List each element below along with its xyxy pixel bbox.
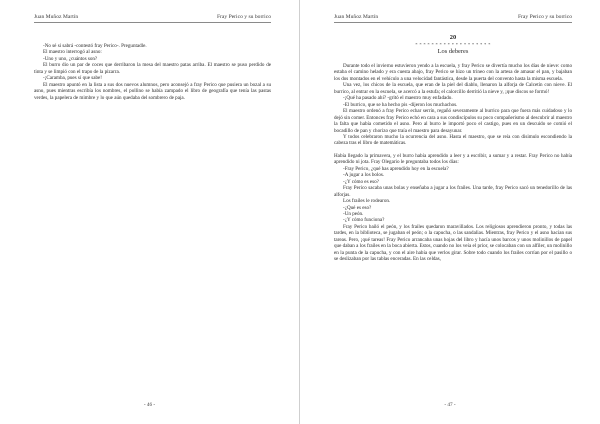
book-title: Fray Perico y su borrico	[216, 14, 271, 20]
paragraph: Fray Perico bailó el peón, y los frailes quedaron maravillados. Los religiosos aprendieron pronto, y todas las tardes, en la biblioteca, se jugaban el peón; o la capucha, o las sandalias. Mientras, fray Perico y el asno hacían sus tareas. Pero, ¡qué tareas! Fray Perico arrancaba unas hojas del libro y hacía unos barcos y unos molinillos de papel que daban a los frailes en la boca abierta. Estos, cuando no los veía el prior, se colocaban con un alfiler, un molinillo en la punta de la capucha, y con el aire había que verlos girar. Sobre todo cuando los frailes corrían por el pasillo o se deslizaban por las tablas enceradas. En las celdas,	[334, 223, 572, 263]
paragraph: Había llegado la primavera, y el burro había aprendido a leer y a escribir, a sumar y a restar. Fray Perico no había aprendido ni jota. Fray Olegario le preguntaba todos los días:	[334, 152, 572, 166]
author-name: Juan Muñoz Martín	[34, 14, 79, 20]
paragraph: El maestro interrogó al asno:	[43, 49, 102, 56]
paragraph: -¿Qué es eso?	[343, 204, 372, 211]
page-number: - 47 -	[444, 402, 456, 408]
paragraph: El burro dio un par de coces que derribaron la mesa del maestro patas arriba. El maestro se puso perdido de tinta y se limpió con el trapo de la pizarra.	[34, 62, 271, 75]
paragraph: Fray Perico sacaba unas bolas y enseñaba a jugar a los frailes. Una tarde, fray Perico sacó un tenedorillo de las alforjas.	[334, 185, 572, 198]
paragraph: -A jugar a los bolos.	[343, 172, 385, 179]
running-header	[34, 14, 271, 23]
chapter-number: 20	[449, 34, 457, 41]
paragraph: -¿Y cómo es eso?	[343, 178, 379, 185]
paragraph: Una vez, los chicos de la escuela, que eran de la piel del diablo, llenaron la alforja de Calcetín con nieve. El burrico, al entrar en la escuela, se acercó a la estufa; el calorcillo derritió la nieve y, ¡que discos se formó!	[334, 82, 572, 95]
paragraph: Los frailes le rodearon.	[343, 198, 391, 205]
book-title: Fray Perico y su borrico	[517, 14, 572, 20]
author-name: Juan Muñoz Martín	[334, 14, 379, 20]
page-body	[34, 43, 271, 101]
paragraph: Durante todo el invierno estuvieron yendo a la escuela, y fray Perico se divertía mucho los días de nieve: como estaba el camino helado y era cuesta abajo, fray Perico se hizo un trineo con la artesa de amasar el pan, y bajaban los dos montados en el vehículo a una velocidad fantástica, desde la puerta del convento hasta la misma escuela.	[334, 63, 572, 82]
paragraph: -¡Caramba, pues sí que sabe!	[43, 75, 102, 82]
page-body	[334, 34, 572, 263]
chapter-ornament: * * * * * * * * * * * * * * * * * * *	[415, 42, 491, 47]
running-header	[334, 14, 572, 23]
right-page	[300, 0, 600, 424]
page-number: - 46 -	[143, 402, 156, 408]
paragraph: -No sé si sabrá -contestó fray Perico-. Preguntadle.	[43, 43, 147, 49]
paragraph: -¡Qué ha pasado ahí? -gritó el maestro muy enfadado.	[343, 95, 453, 102]
paragraph: -¿Y cómo funciona?	[343, 217, 385, 224]
paragraph: -Un peón.	[343, 210, 364, 217]
paragraph: El maestro ordenó a fray Perico echar serrín, regañó severamente al burrico para que fuera más cuidadoso y lo dejó sin comer. Entonces fray Perico echó en cara a sus condiscípulos su poco compañerismo al descubrir al maestro la falta que había cometido el asno. Pero al burro le importó poco el castigo, pues en un descuido se comió el bocadillo de pan y chorizo que traía el maestro para desayunar.	[334, 108, 572, 134]
paragraph: -Uno y uno, ¿cuántos son?	[43, 55, 98, 62]
paragraph: -El burrico, que se ha hecho pis -dijeron los muchachos.	[343, 101, 458, 108]
paragraph: El maestro apuntó en la lista a sus dos nuevos alumnos, pero aconsejó a fray Perico que pusiera un bozal a su asno, pues mientras escribía los nombres, el pollino se había zampado el libro de geografía que tenía las pastas verdes, la papelera de mimbre y lo que aún quedaba del sombrero de paja.	[34, 81, 271, 101]
paragraph: -Fray Perico, ¿qué has aprendido hoy en la escuela?	[343, 165, 449, 172]
paragraph: Y todos celebraron mucho la ocurrencia del asno. Hasta el maestro, que se reía con disimulo escondiendo la cabeza tras el libro de matemáticas.	[334, 133, 572, 147]
chapter-title: Los deberes	[437, 48, 469, 55]
